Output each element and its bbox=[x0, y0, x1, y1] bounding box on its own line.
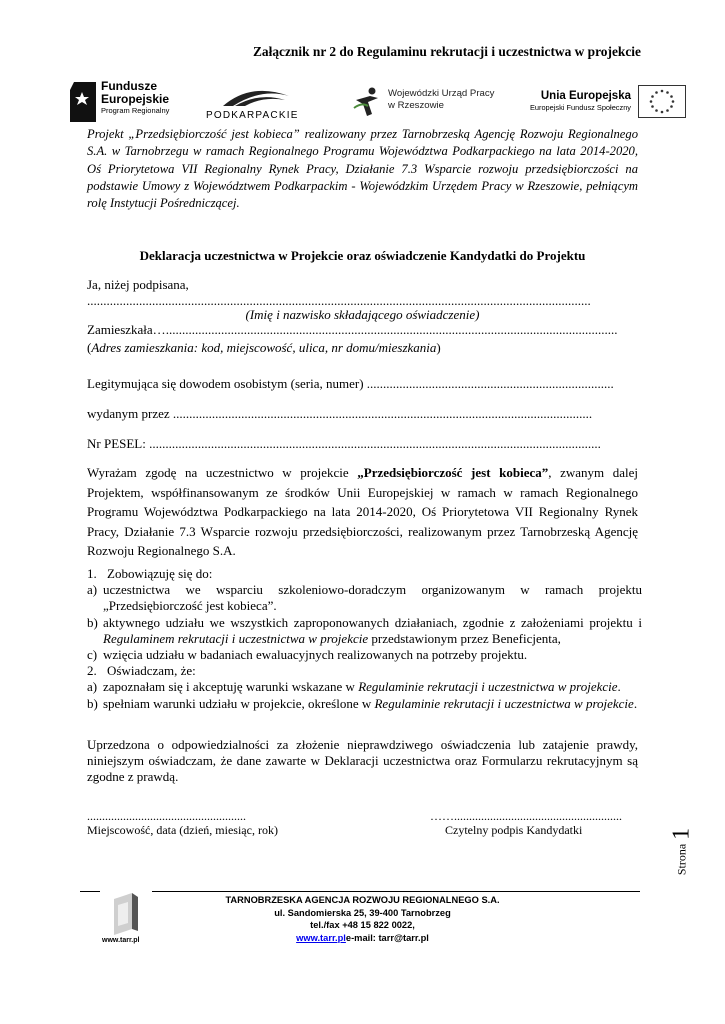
list-item bbox=[87, 696, 642, 712]
project-intro: Projekt „Przedsiębiorczość jest kobieca” realizowany przez Tarnobrzeską Agencję Rozwoju Regionalnego S.A. w Tarnobrzegu w ramach Regionalnego Programu Województwa Podkarpackiego na lata 2014-2020, Oś Priorytetowa VII Regionalny Rynek Pracy, Działanie 7.3 Wsparcie rozwoju przedsiębiorczości na podstawie Umowy z Województwem Podkarpackim - Wojewódzkim Urzędem Pracy w Rzeszowie, pełniącym rolę Instytucji Pośredniczącej. bbox=[87, 127, 638, 211]
wup-line1: Wojewódzki Urząd Pracy bbox=[388, 88, 495, 99]
signature-caption: Czytelny podpis Kandydatki bbox=[445, 823, 583, 837]
footer-divider-left bbox=[80, 891, 100, 892]
attachment-title: Załącznik nr 2 do Regulaminu rekrutacji i uczestnictwa w projekcie bbox=[253, 44, 641, 59]
list-item-text: . bbox=[617, 679, 621, 695]
place-date-caption: Miejscowość, data (dzień, miesiąc, rok) bbox=[87, 823, 278, 837]
name-caption: (Imię i nazwisko składającego oświadczenie) bbox=[245, 307, 480, 322]
page-digit: 1 bbox=[668, 827, 695, 840]
wup-logo bbox=[352, 84, 512, 120]
list-marker: 1. bbox=[87, 566, 97, 581]
list-marker: b) bbox=[87, 614, 98, 630]
list-marker: a) bbox=[87, 582, 98, 598]
list-marker: b) bbox=[87, 695, 98, 711]
address-caption-text: Adres zamieszkania: kod, miejscowość, ulica, nr domu/mieszkania bbox=[91, 340, 437, 355]
wup-figure-icon bbox=[352, 86, 382, 118]
id-label: Legitymująca się dowodem osobistym (seria, numer) bbox=[87, 376, 367, 391]
tarr-logo-text: www.tarr.pl bbox=[102, 937, 140, 944]
list-item-text: Zobowiązuję się do: bbox=[107, 566, 213, 581]
footer-divider bbox=[152, 891, 640, 892]
page-number bbox=[662, 818, 702, 888]
list-item-text: zapoznałam się i akceptuję warunki wskazane w bbox=[103, 679, 359, 695]
footer-phone: tel./fax +48 15 822 0022, bbox=[310, 920, 415, 930]
tarr-cube-icon bbox=[110, 893, 140, 937]
footer-website-link[interactable]: www.tarr.pl bbox=[296, 932, 346, 943]
fundusze-line2: Europejskie bbox=[101, 92, 170, 106]
regulation-ref: Regulaminem rekrutacji i uczestnictwa w projekcie bbox=[103, 630, 369, 646]
list-marker: c) bbox=[87, 647, 98, 663]
list-item-text: wzięcia udziału w badaniach ewaluacyjnych realizowanych na potrzeby projektu. bbox=[103, 647, 528, 663]
list-item bbox=[87, 679, 642, 695]
list-item-text: Oświadczam, że: bbox=[107, 663, 196, 679]
id-row bbox=[87, 376, 638, 392]
podkarpackie-logo bbox=[203, 80, 313, 124]
footer-info bbox=[150, 894, 575, 944]
address-field[interactable]: ........................................................................................................................................... bbox=[165, 322, 618, 337]
signer-intro: Ja, niżej podpisana, bbox=[87, 277, 189, 292]
list-marker: a) bbox=[87, 679, 98, 695]
consent-before: Wyrażam zgodę na uczestnictwo w projekcie bbox=[87, 465, 358, 480]
list-item bbox=[87, 582, 642, 614]
page-word: Strona bbox=[674, 843, 689, 876]
consent-paragraph bbox=[87, 463, 638, 561]
list-item bbox=[87, 615, 642, 647]
podkarpackie-mountain-icon bbox=[221, 86, 291, 108]
issued-row bbox=[87, 406, 638, 422]
address-label: Zamieszkała… bbox=[87, 322, 166, 337]
fundusze-line1: Fundusze bbox=[101, 79, 157, 93]
issued-field[interactable]: ................................................................................................................................. bbox=[172, 406, 593, 421]
eu-line2: Europejski Fundusz Społeczny bbox=[529, 103, 631, 112]
address-caption: (Adres zamieszkania: kod, miejscowość, ulica, nr domu/mieszkania) bbox=[87, 340, 441, 355]
id-field[interactable]: ............................................................................ bbox=[366, 376, 614, 391]
list-item-text: uczestnictwa we wsparciu szkoleniowo-doradczym organizowanym w ramach projektu „Przedsiębiorczość jest kobieca”. bbox=[103, 582, 642, 614]
declaration-heading: Deklaracja uczestnictwa w Projekcie oraz oświadczenie Kandydatki do Projektu bbox=[139, 248, 586, 263]
regulation-ref: Regulaminie rekrutacji i uczestnictwa w projekcie bbox=[374, 695, 634, 711]
list-item bbox=[87, 663, 642, 679]
commitments-list bbox=[87, 566, 642, 712]
eu-logo bbox=[528, 82, 688, 122]
place-date-field[interactable]: ..................................................... bbox=[87, 809, 246, 823]
consent-project: „Przedsiębiorczość jest kobieca” bbox=[357, 465, 549, 480]
logo-bar bbox=[0, 76, 725, 126]
list-marker: 2. bbox=[87, 663, 97, 679]
consent-after: , zwanym dalej Projektem, współfinansowanym ze środków Unii Europejskiej w ramach w ramach Regionalnego Programu Województwa Podkarpackiego na lata 2014-2020, Oś Priorytetowa VII Regionalny Rynek Pracy, Działanie 7.3 Wsparcie rozwoju przedsiębiorczości, realizowanym przez Tarnobrzeską Agencję Rozwoju Regionalnego S.A. bbox=[87, 465, 638, 558]
list-item-text: . bbox=[633, 695, 638, 711]
issued-label: wydanym przez bbox=[87, 406, 173, 421]
list-item-text: przedstawionym przez Beneficjenta, bbox=[368, 630, 561, 646]
wup-line2: w Rzeszowie bbox=[388, 100, 444, 111]
pesel-label: Nr PESEL: bbox=[87, 436, 150, 451]
tarr-logo bbox=[100, 893, 150, 951]
list-item-text: spełniam warunki udziału w projekcie, określone w bbox=[103, 695, 375, 711]
eu-line1: Unia Europejska bbox=[540, 90, 631, 102]
footer-contact bbox=[150, 932, 575, 945]
pesel-field[interactable]: ........................................................................................................................................... bbox=[149, 436, 601, 451]
footer-company: TARNOBRZESKA AGENCJA ROZWOJU REGIONALNEGO S.A. bbox=[225, 895, 500, 905]
eu-flag-icon bbox=[638, 85, 686, 118]
footer-email: e-mail: tarr@tarr.pl bbox=[345, 932, 429, 943]
fundusze-line3: Program Regionalny bbox=[101, 106, 170, 115]
list-item bbox=[87, 647, 642, 663]
pesel-row bbox=[87, 436, 638, 452]
list-item-text: aktywnego udziału we wszystkich zaproponowanych działaniach, zgodnie z założeniami projektu i bbox=[103, 614, 642, 630]
podkarpackie-text: PODKARPACKIE bbox=[206, 110, 299, 121]
name-field[interactable]: ........................................................................................................................................................... bbox=[87, 293, 591, 308]
footer-address: ul. Sandomierska 25, 39-400 Tarnobrzeg bbox=[274, 907, 451, 918]
liability-statement: Uprzedzona o odpowiedzialności za złożenie nieprawdziwego oświadczenia lub zatajenie prawdy, niniejszym oświadczam, że dane zawarte w Deklaracji uczestnictwa oraz Formularzu rekrutacyjnym są zgodne z prawdą. bbox=[87, 737, 638, 784]
address-row bbox=[87, 322, 638, 338]
fundusze-star-icon bbox=[70, 82, 96, 122]
fundusze-europejskie-logo bbox=[70, 80, 190, 124]
list-item bbox=[87, 566, 642, 582]
regulation-ref: Regulaminie rekrutacji i uczestnictwa w projekcie bbox=[358, 679, 618, 695]
signature-field[interactable]: ……........................................................ bbox=[430, 809, 622, 823]
